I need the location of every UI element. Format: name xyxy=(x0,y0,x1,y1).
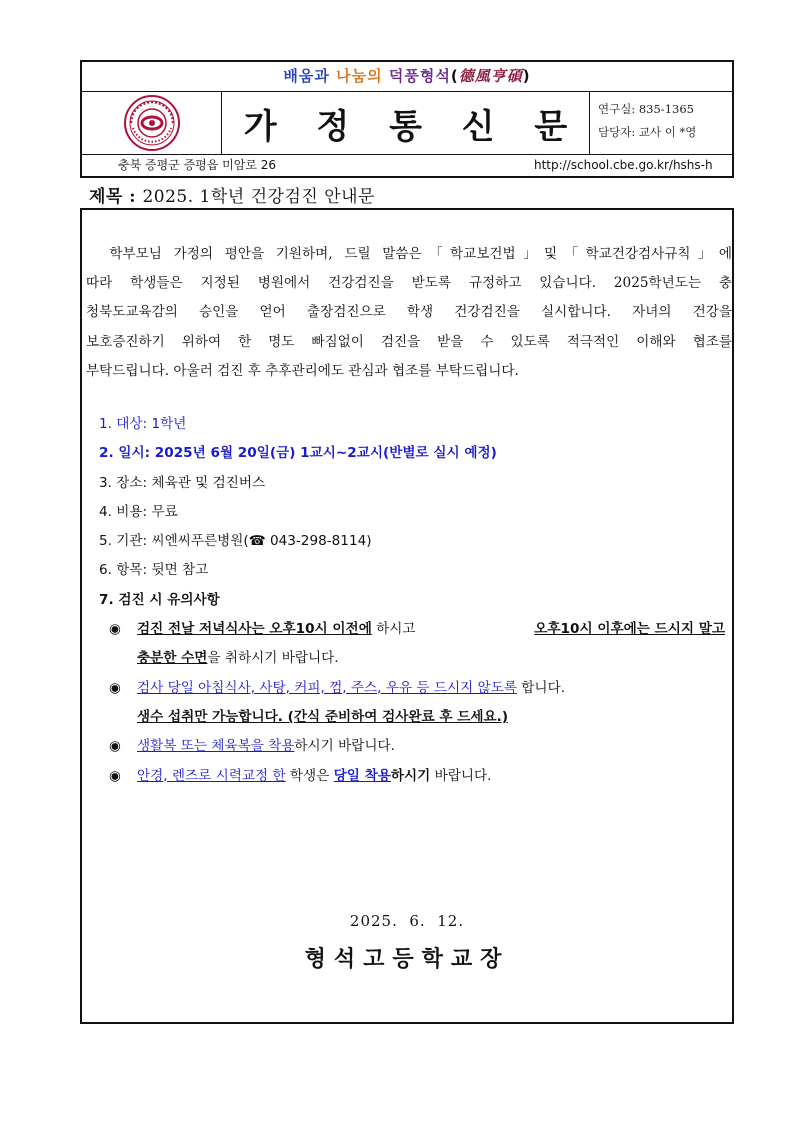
details-list xyxy=(99,410,729,791)
contact-phone: 연구실: 835-1365 xyxy=(598,102,694,116)
bullet-marker-icon: ◉ xyxy=(109,767,121,784)
school-emblem-icon xyxy=(123,94,181,152)
note-4-e: 바랍니다. xyxy=(430,767,492,784)
note-1-e: 을 취하시기 바랍니다. xyxy=(207,650,339,667)
note-1-a: 검진 전날 저녁식사는 오후10시 이전에 xyxy=(137,621,372,638)
item-org xyxy=(99,527,729,556)
subject-label: 제목 : xyxy=(89,187,137,207)
school-url: http://school.cbe.go.kr/hshs-h xyxy=(534,158,713,172)
note-3-b: 하시기 바랍니다. xyxy=(294,738,395,755)
item-date: 2. 일시: 2025년 6월 20일(금) 1교시∼2교시(반별로 실시 예정) xyxy=(99,445,497,462)
intro-line: 보호증진하기 위하여 한 명도 빠짐없이 검진을 받을 수 있도록 적극적인 이해와 협조를 xyxy=(86,333,732,350)
note-1-c: 오후10시 이후에는 드시지 말고 xyxy=(534,621,725,638)
issue-date: 2025. 6. 12. xyxy=(349,912,465,930)
school-logo-cell xyxy=(82,92,222,154)
note-4-b: 학생은 xyxy=(285,767,334,784)
note-4-a: 안경, 렌즈로 시력교정 한 xyxy=(137,767,286,784)
note-4-c: 당일 착용 xyxy=(333,767,391,784)
motto-paren-open: ( xyxy=(450,67,459,85)
bullet-marker-icon: ◉ xyxy=(109,738,121,755)
note-3 xyxy=(99,732,729,761)
item-place: 3. 장소: 체육관 및 검진버스 xyxy=(99,474,266,491)
item-notes-title: 7. 검진 시 유의사항 xyxy=(99,591,220,608)
note-1-cont xyxy=(99,644,729,673)
intro-line: 학부모님 가정의 평안을 기원하며, 드릴 말씀은「학교보건법」및「학교건강검사규칙」에 xyxy=(86,246,732,262)
org-suffix: 043-298-8114) xyxy=(265,533,372,550)
bullet-marker-icon: ◉ xyxy=(109,679,121,696)
phone-icon: ☎ xyxy=(248,533,266,550)
motto-paren-close: ) xyxy=(522,67,531,85)
letter-body xyxy=(80,208,734,1024)
contact-info xyxy=(590,92,732,154)
letterhead xyxy=(80,60,734,178)
subject-line xyxy=(89,182,375,207)
item-cost: 4. 비용: 무료 xyxy=(99,503,178,520)
motto-part2: 나눔의 xyxy=(336,67,383,85)
note-1 xyxy=(99,615,729,644)
intro-line: 따라 학생들은 지정된 병원에서 건강검진을 받도록 규정하고 있습니다. 2025학년도는 충 xyxy=(86,275,732,292)
page-title: 가 정 통 신 문 xyxy=(222,92,590,154)
subject-value: 2025. 1학년 건강검진 안내문 xyxy=(142,187,375,207)
bullet-marker-icon: ◉ xyxy=(109,621,121,638)
note-4 xyxy=(99,762,729,791)
item-scope: 6. 항목: 뒷면 참고 xyxy=(99,562,209,579)
note-2-b: 합니다. xyxy=(516,679,566,696)
intro-line: 부탁드립니다. 아울러 검진 후 추후관리에도 관심과 협조를 부탁드립니다. xyxy=(86,362,519,379)
org-prefix: 5. 기관: 씨엔씨푸른병원( xyxy=(99,533,249,550)
motto xyxy=(82,62,732,92)
motto-part1: 배움과 xyxy=(283,67,330,85)
note-2-a: 검사 당일 아침식사, 사탕, 커피, 껌, 주스, 우유 등 드시지 않도록 xyxy=(137,679,517,696)
note-1-d: 충분한 수면 xyxy=(137,650,208,667)
note-2-c: 생수 섭취만 가능합니다. (간식 준비하여 검사완료 후 드세요.) xyxy=(137,708,509,725)
principal-signature: 형석고등학교장 xyxy=(304,946,510,972)
note-2 xyxy=(99,674,729,703)
note-3-a: 생활복 또는 체육복을 착용 xyxy=(137,738,295,755)
motto-hanja: 德風亨碩 xyxy=(458,67,523,85)
contact-person: 담당자: 교사 이 *영 xyxy=(598,125,697,139)
intro-line: 청북도교육감의 승인을 얻어 출장검진으로 학생 건강검진을 실시합니다. 자녀의 건강을 xyxy=(86,304,732,321)
note-1-b: 하시고 xyxy=(371,621,420,638)
intro-paragraph xyxy=(86,240,732,386)
motto-part3: 덕풍형석 xyxy=(388,67,451,85)
item-target: 1. 대상: 1학년 xyxy=(99,416,187,432)
note-4-d: 하시기 xyxy=(390,767,431,784)
school-address: 충북 증평군 증평읍 미암로 26 xyxy=(118,158,277,172)
